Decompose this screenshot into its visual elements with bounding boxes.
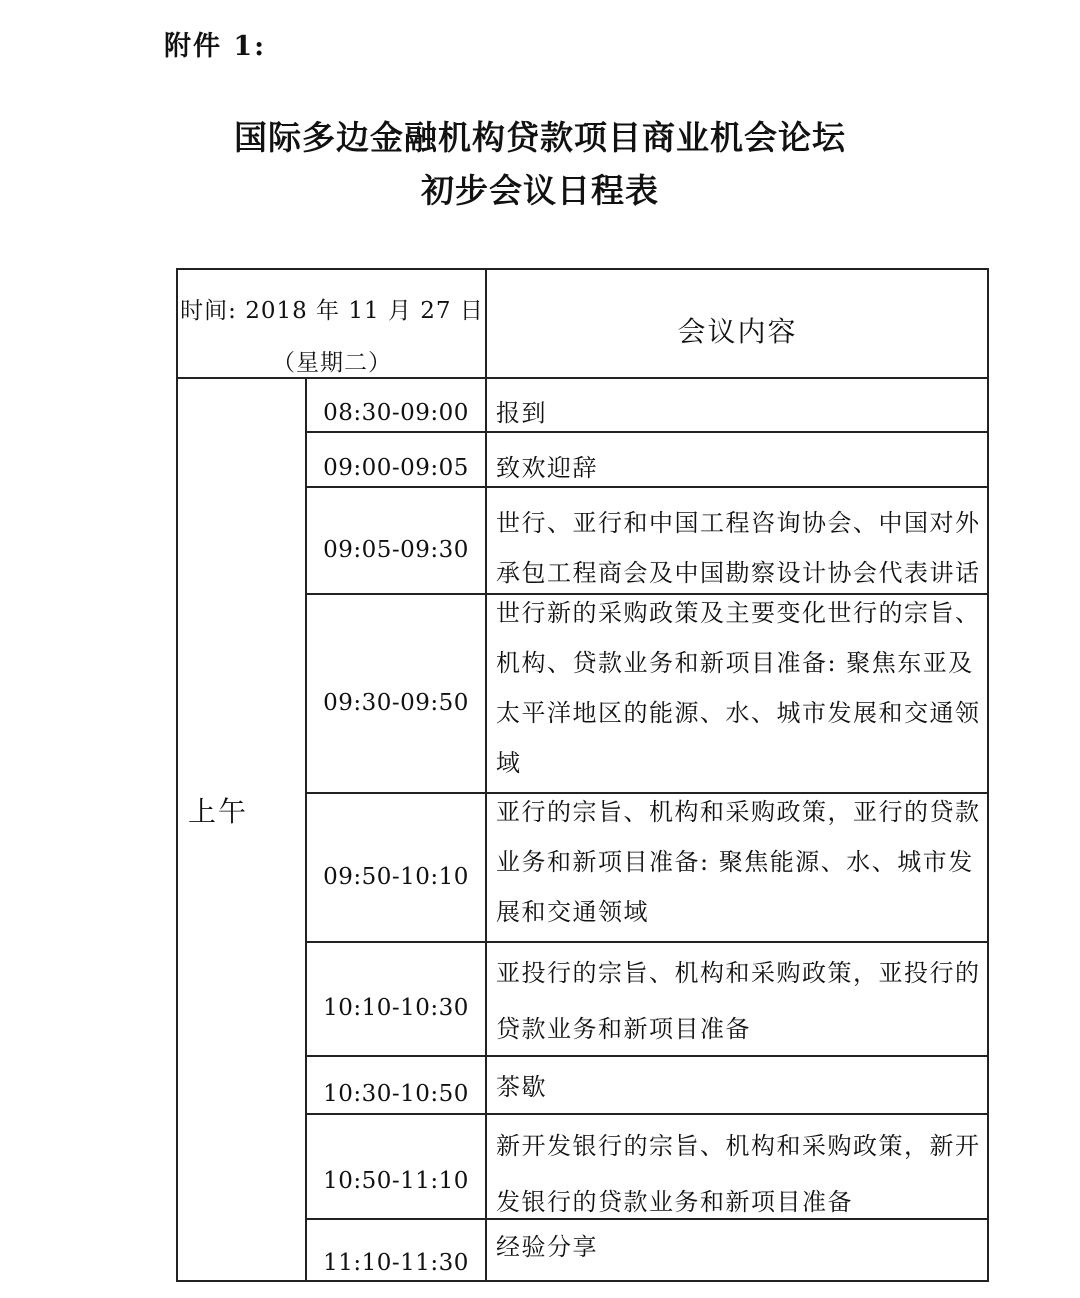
row-time: 09:50-10:10 — [323, 864, 469, 890]
row-time: 08:30-09:00 — [323, 400, 469, 426]
document-subtitle: 初步会议日程表 — [421, 171, 659, 210]
row-time: 09:05-09:30 — [323, 537, 469, 563]
row-content: 经验分享 — [496, 1233, 598, 1261]
period-label: 上午 — [188, 795, 249, 828]
row-time: 09:00-09:05 — [323, 455, 469, 481]
header-weekday: （星期二） — [272, 350, 392, 376]
schedule-table — [176, 268, 989, 1282]
row-divider — [306, 941, 987, 943]
header-date: 时间: 2018 年 11 月 27 日 — [180, 298, 484, 324]
row-time: 09:30-09:50 — [323, 690, 469, 716]
row-content: 亚投行的宗旨、机构和采购政策，亚投行的贷款业务和新项目准备 — [496, 959, 981, 1043]
row-content: 世行、亚行和中国工程咨询协会、中国对外承包工程商会及中国勘察设计协会代表讲话 — [496, 509, 981, 587]
row-content: 世行新的采购政策及主要变化世行的宗旨、机构、贷款业务和新项目准备: 聚焦东亚及太平洋地区的能源、水、城市发展和交通领域 — [496, 599, 981, 777]
row-divider — [306, 1113, 987, 1115]
header-divider — [178, 377, 987, 379]
row-content: 亚行的宗旨、机构和采购政策，亚行的贷款业务和新项目准备: 聚焦能源、水、城市发展和交通领域 — [496, 798, 981, 926]
row-time: 10:10-10:30 — [323, 995, 469, 1021]
row-content: 新开发银行的宗旨、机构和采购政策，新开发银行的贷款业务和新项目准备 — [496, 1132, 981, 1216]
document-title: 国际多边金融机构贷款项目商业机会论坛 — [234, 118, 846, 157]
row-time: 11:10-11:30 — [323, 1250, 469, 1276]
column-divider-period — [305, 378, 307, 1280]
row-content: 致欢迎辞 — [496, 454, 598, 482]
header-content-label: 会议内容 — [677, 315, 798, 348]
attachment-label: 附件 1: — [164, 31, 267, 62]
row-content: 茶歇 — [496, 1073, 547, 1101]
row-content: 报到 — [496, 399, 547, 427]
row-time: 10:30-10:50 — [323, 1081, 469, 1107]
row-time: 10:50-11:10 — [323, 1168, 469, 1194]
